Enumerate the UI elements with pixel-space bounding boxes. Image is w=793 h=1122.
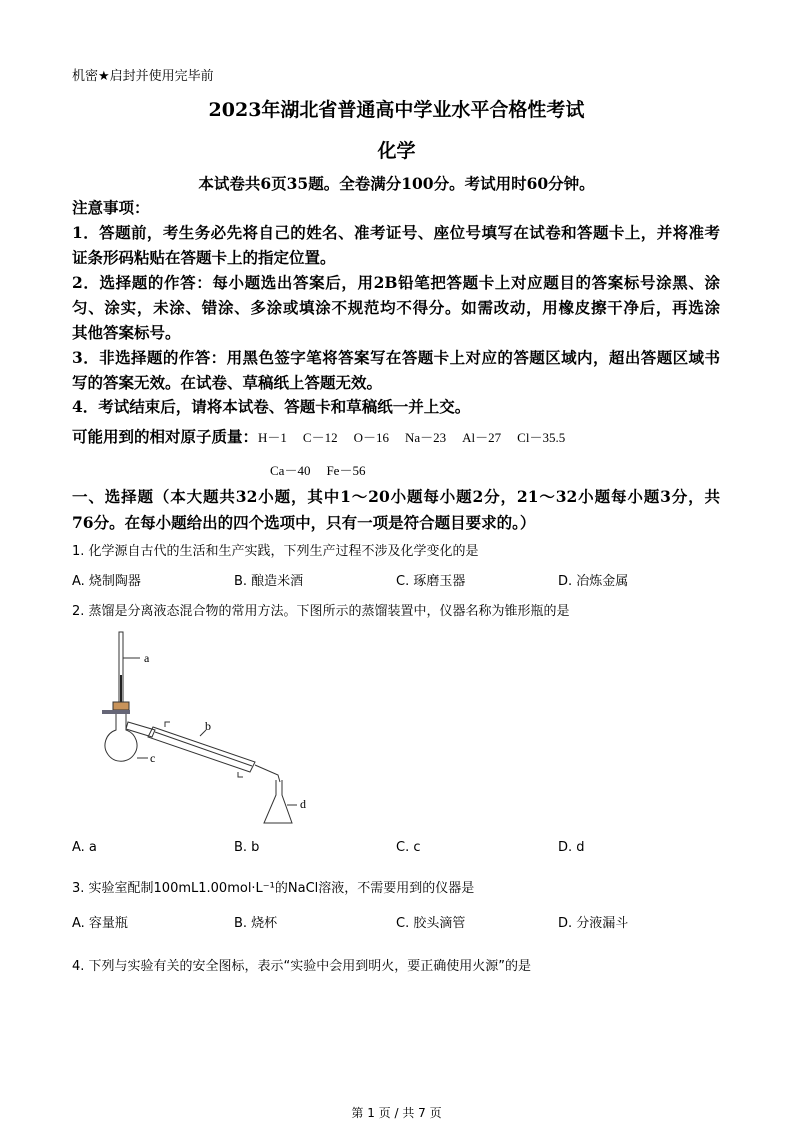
question-3: 3. 实验室配制100mL1.00mol·L⁻¹的NaCl溶液，不需要用到的仪器是 <box>72 881 475 896</box>
q1-option-b: B. 酿造米酒 <box>234 574 304 589</box>
atomic-masses-2 <box>270 460 381 479</box>
q3-option-a: A. 容量瓶 <box>72 916 128 931</box>
q2-option-a: A. a <box>72 840 97 855</box>
note-line: 4．考试结束后，请将本试卷、答题卡和草稿纸一并上交。 <box>72 397 471 416</box>
note-line: 3．非选择题的作答：用黑色签字笔将答案写在答题卡上对应的答题区域内，超出答题区域书 <box>72 348 720 367</box>
q3-option-d: D. 分液漏斗 <box>558 916 629 931</box>
note-line: 1．答题前，考生务必先将自己的姓名、准考证号、座位号填写在试卷和答题卡上，并将准考 <box>72 223 720 242</box>
note-line: 2．选择题的作答：每小题选出答案后，用2B铅笔把答题卡上对应题目的答案标号涂黑、涂 <box>72 273 720 292</box>
mass: Ca－40 <box>270 463 311 478</box>
label-a: a <box>144 651 150 665</box>
q1-option-d: D. 冶炼金属 <box>558 574 629 589</box>
label-c: c <box>150 751 156 765</box>
stopper <box>113 702 129 710</box>
note-line: 其他答案标号。 <box>72 323 181 342</box>
mass: H－1 <box>258 430 287 445</box>
mass: C－12 <box>302 430 338 445</box>
section-heading: 一、选择题（本大题共32小题，其中1～20小题每小题2分，21～32小题每小题3分，共 <box>72 487 720 506</box>
confidential-note: 机密★启封并使用完毕前 <box>72 69 214 84</box>
exam-info: 本试卷共6页35题。全卷满分100分。考试用时60分钟。 <box>198 174 595 193</box>
question-1: 1. 化学源自古代的生活和生产实践，下列生产过程不涉及化学变化的是 <box>72 544 479 559</box>
mass: O－16 <box>353 430 389 445</box>
clamp <box>102 710 130 714</box>
atomic-masses <box>72 425 581 447</box>
page-footer: 第 1 页 / 共 7 页 <box>351 1106 442 1120</box>
q3-option-c: C. 胶头滴管 <box>396 916 466 931</box>
note-line: 匀、涂实，未涂、错涂、多涂或填涂不规范均不得分。如需改动，用橡皮擦干净后，再选涂 <box>72 298 720 317</box>
mass: Fe－56 <box>326 463 366 478</box>
mass: Cl－35.5 <box>517 430 566 445</box>
label-d: d <box>300 797 306 811</box>
question-2: 2. 蒸馏是分离液态混合物的常用方法。下图所示的蒸馏装置中，仪器名称为锥形瓶的是 <box>72 604 570 619</box>
label-b: b <box>205 719 211 733</box>
note-line: 证条形码粘贴在答题卡上的指定位置。 <box>72 248 336 267</box>
section-heading: 76分。在每小题给出的四个选项中，只有一项是符合题目要求的。） <box>72 513 536 532</box>
exam-title: 2023年湖北省普通高中学业水平合格性考试 <box>208 99 585 121</box>
q2-option-b: B. b <box>234 840 260 855</box>
q3-option-b: B. 烧杯 <box>234 916 278 931</box>
q2-option-d: D. d <box>558 840 585 855</box>
distillation-apparatus-figure <box>60 630 360 840</box>
question-4: 4. 下列与实验有关的安全图标，表示“实验中会用到明火，要正确使用火源”的是 <box>72 959 532 974</box>
notes-heading: 注意事项： <box>72 198 150 217</box>
condenser <box>148 727 255 772</box>
q1-option-a: A. 烧制陶器 <box>72 574 141 589</box>
mass: Al－27 <box>462 430 502 445</box>
q1-option-c: C. 琢磨玉器 <box>396 574 466 589</box>
q2-option-c: C. c <box>396 840 421 855</box>
masses-label: 可能用到的相对原子质量： <box>72 427 259 446</box>
round-bottom-flask <box>105 714 137 761</box>
mass: Na－23 <box>404 430 447 445</box>
subject-title: 化学 <box>377 140 416 162</box>
conical-flask <box>264 780 292 823</box>
note-line: 写的答案无效。在试卷、草稿纸上答题无效。 <box>72 373 383 392</box>
